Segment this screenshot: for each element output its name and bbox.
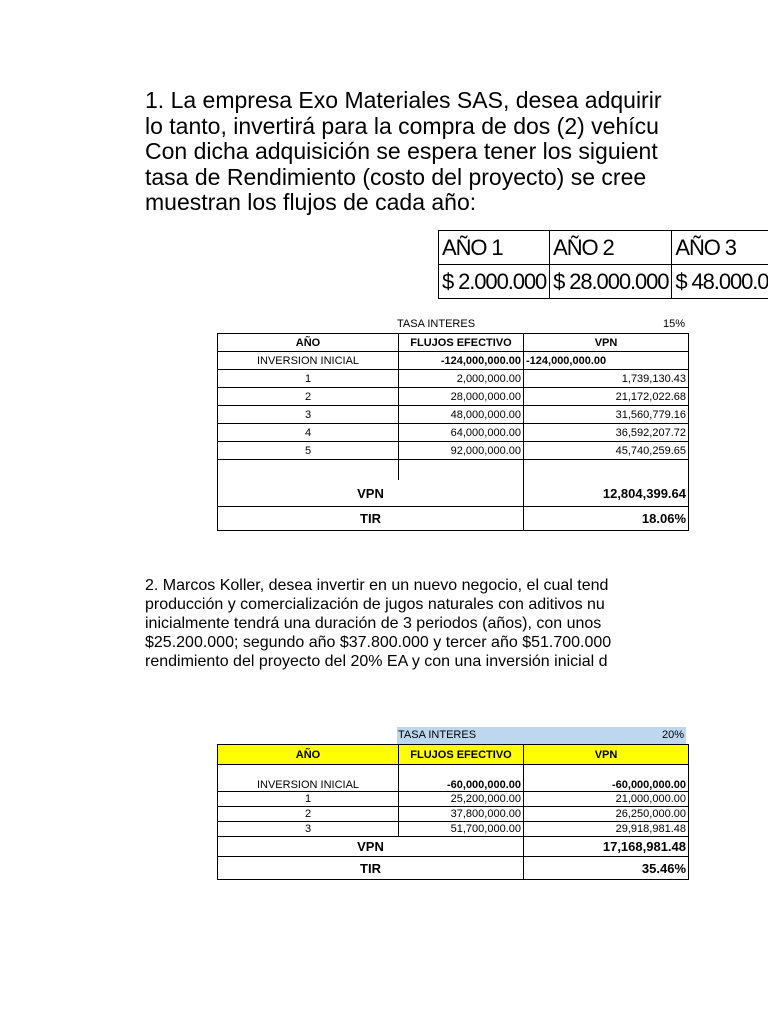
vpn-cell: -124,000,000.00 (524, 352, 689, 370)
table-row (218, 352, 689, 370)
cash-flow-cell: 25,200,000.00 (399, 792, 524, 807)
table-row (218, 822, 689, 837)
vpn-cell: 21,172,022.68 (524, 388, 689, 406)
npv-table-2 (217, 744, 689, 880)
npv-table-1 (217, 333, 689, 531)
vpn-cell: -60,000,000.00 (524, 765, 689, 792)
interest-rate-label: TASA INTERES (398, 729, 477, 741)
vpn-cell: 45,740,259.65 (524, 442, 689, 460)
problem-1-line: muestran los flujos de cada año: (145, 189, 477, 215)
flow-value-year-3: $ 48.000.0 (672, 265, 768, 299)
problem-2-text (145, 576, 687, 671)
year-cell: 1 (218, 792, 399, 807)
spacer-cell (218, 460, 399, 481)
problem-2-line: producción y comercialización de jugos naturales con aditivos nu (145, 596, 605, 613)
year-cell: 1 (218, 370, 399, 388)
cash-flow-cell: 48,000,000.00 (399, 406, 524, 424)
flow-header-year-2: AÑO 2 (550, 231, 672, 265)
year-cell: 3 (218, 822, 399, 837)
cash-flow-cell: 92,000,000.00 (399, 442, 524, 460)
spacer-cell (524, 460, 689, 481)
table-row (218, 442, 689, 460)
cash-flow-cell: -60,000,000.00 (399, 765, 524, 792)
col-header-year: AÑO (218, 745, 399, 765)
problem-2-line: inicialmente tendrá una duración de 3 periodos (años), con unos (145, 615, 602, 632)
year-cell: 2 (218, 807, 399, 822)
problem-1-line: lo tanto, invertirá para la compra de dos (2) vehícu (145, 112, 659, 139)
year-cell: 5 (218, 442, 399, 460)
col-header-vpn: VPN (524, 745, 689, 765)
vpn-total-value: 17,168,981.48 (524, 837, 689, 857)
year-cell: INVERSION INICIAL (218, 352, 399, 370)
cash-flow-cell: 64,000,000.00 (399, 424, 524, 442)
spacer-cell (399, 460, 524, 481)
table-row (218, 765, 689, 792)
col-header-year: AÑO (218, 334, 399, 352)
table-row (218, 807, 689, 822)
year-cell: 3 (218, 406, 399, 424)
interest-rate-row-2 (397, 727, 686, 744)
vpn-cell: 29,918,981.48 (524, 822, 689, 837)
table-row (218, 792, 689, 807)
vpn-cell: 1,739,130.43 (524, 370, 689, 388)
cash-flow-cell: 37,800,000.00 (399, 807, 524, 822)
vpn-total-label: VPN (218, 837, 524, 857)
table-row (218, 406, 689, 424)
col-header-cash-flow: FLUJOS EFECTIVO (399, 334, 524, 352)
vpn-cell: 21,000,000.00 (524, 792, 689, 807)
col-header-cash-flow: FLUJOS EFECTIVO (399, 745, 524, 765)
year-cell: INVERSION INICIAL (218, 765, 399, 792)
vpn-cell: 36,592,207.72 (524, 424, 689, 442)
table-row (218, 370, 689, 388)
flow-value-year-2: $ 28.000.000 (550, 265, 672, 299)
tir-label: TIR (218, 507, 524, 531)
problem-1-text (145, 88, 768, 216)
vpn-total-label: VPN (218, 480, 524, 507)
flow-header-year-1: AÑO 1 (439, 231, 550, 265)
interest-rate-label: TASA INTERES (397, 318, 476, 330)
problem-1-line: Con dicha adquisición se espera tener los siguient (145, 138, 658, 164)
flow-header-year-3: AÑO 3 (672, 231, 768, 265)
year-cell: 2 (218, 388, 399, 406)
interest-rate-value: 20% (661, 729, 684, 741)
cash-flow-cell: 28,000,000.00 (399, 388, 524, 406)
year-cell: 4 (218, 424, 399, 442)
problem-1-line: tasa de Rendimiento (costo del proyecto) se cree (145, 163, 647, 190)
cash-flow-cell: -124,000,000.00 (399, 352, 524, 370)
problem-1-line: 1. La empresa Exo Materiales SAS, desea adquirir (145, 88, 662, 113)
interest-rate-value: 15% (662, 318, 685, 330)
col-header-vpn: VPN (524, 334, 689, 352)
tir-value: 18.06% (524, 507, 689, 531)
tir-label: TIR (218, 857, 524, 880)
problem-2-line: $25.200.000; segundo año $37.800.000 y tercer año $51.700.000 (145, 634, 612, 651)
table-row (218, 388, 689, 406)
problem-2-line: rendimiento del proyecto del 20% EA y con una inversión inicial d (145, 653, 608, 670)
yearly-flows-table (438, 230, 768, 299)
problem-2-line: 2. Marcos Koller, desea invertir en un nuevo negocio, el cual tend (145, 577, 609, 594)
cash-flow-cell: 2,000,000.00 (399, 370, 524, 388)
vpn-total-value: 12,804,399.64 (524, 480, 689, 507)
cash-flow-cell: 51,700,000.00 (399, 822, 524, 837)
tir-value: 35.46% (524, 857, 689, 880)
vpn-cell: 31,560,779.16 (524, 406, 689, 424)
interest-rate-row-1 (397, 318, 687, 332)
table-row (218, 424, 689, 442)
flow-value-year-1: $ 2.000.000 (439, 265, 550, 299)
vpn-cell: 26,250,000.00 (524, 807, 689, 822)
